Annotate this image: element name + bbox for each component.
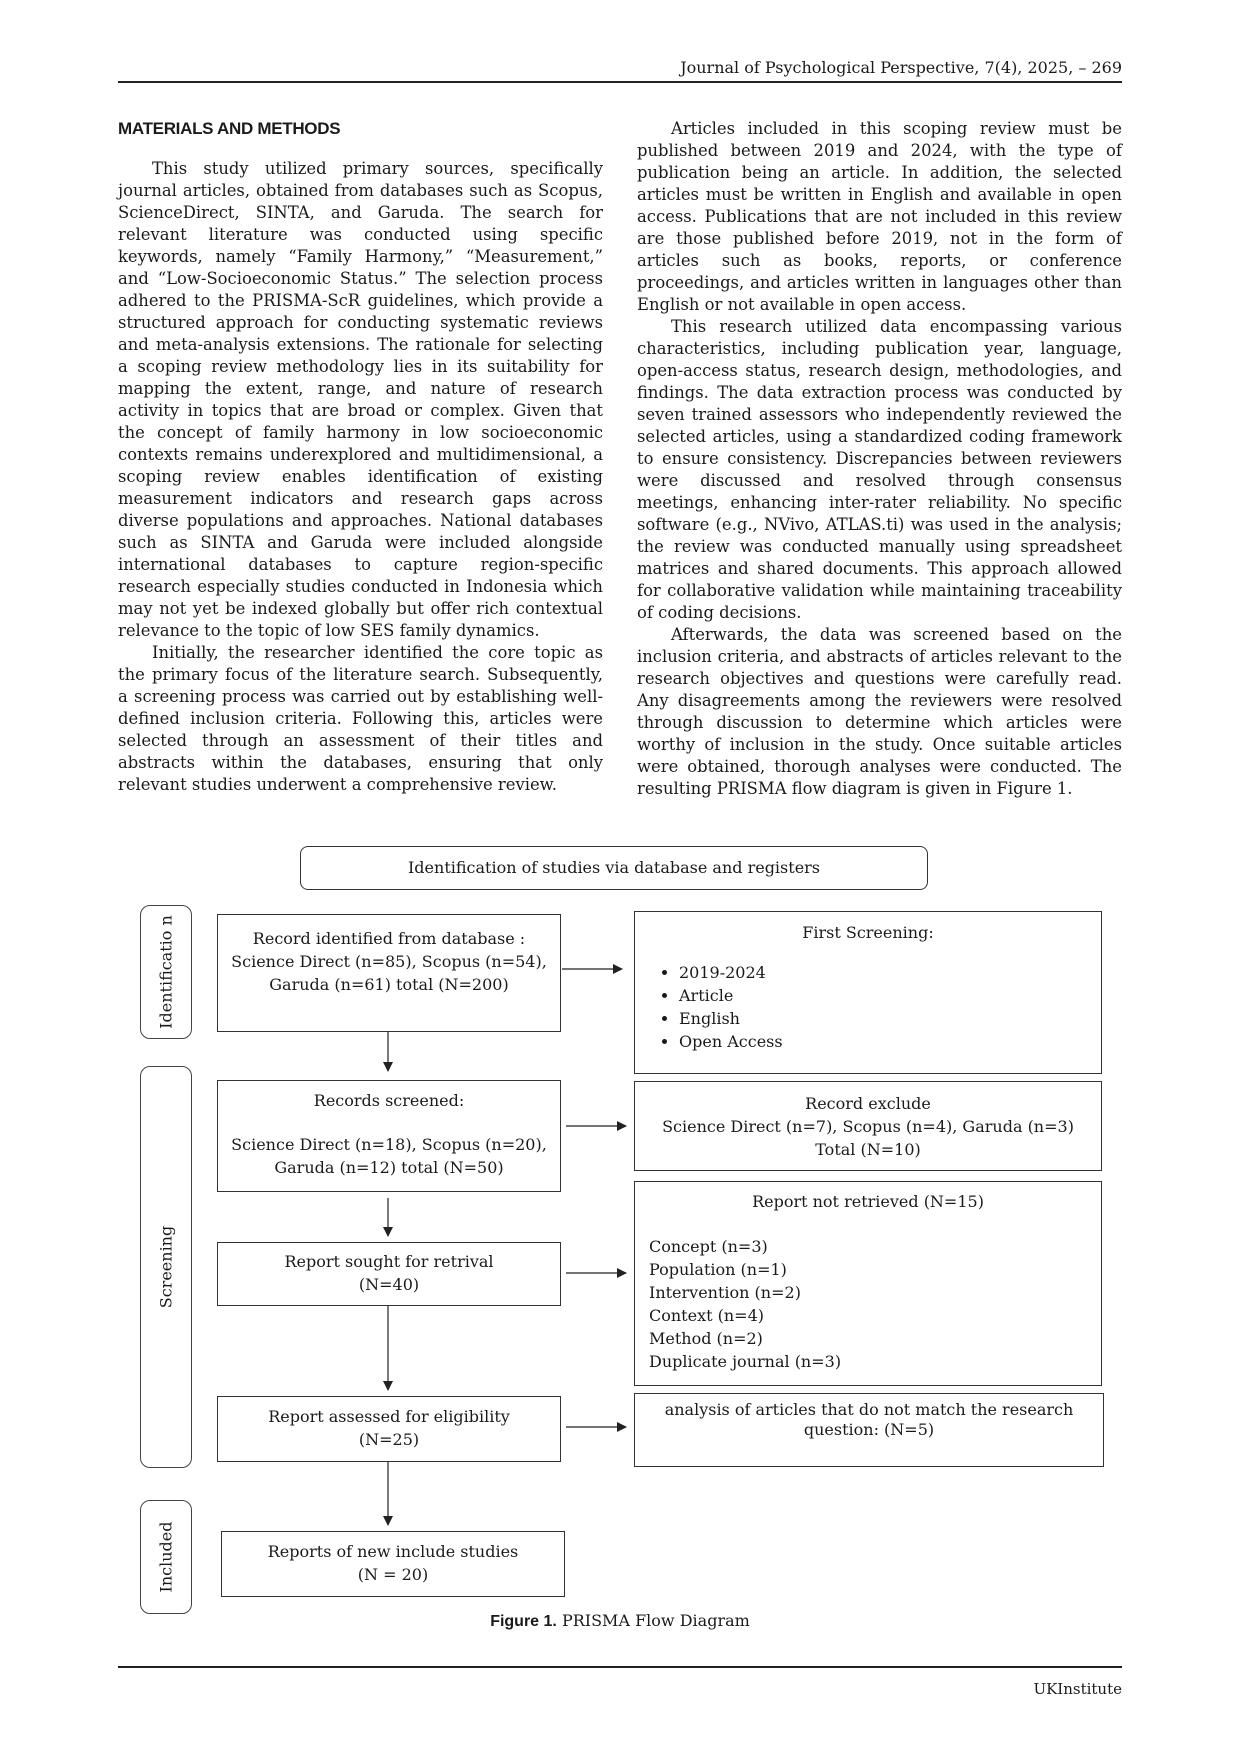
box-records-screened	[217, 1080, 561, 1192]
paragraph: Afterwards, the data was screened based on the inclusion criteria, and abstracts of articles relevant to the research objectives and questions were carefully read. Any disagreements among the reviewers were resolved through discussion to determine which articles were worthy of inclusion in the study. Once suitable articles were obtained, thorough analyses were conducted. The resulting PRISMA flow diagram is given in Figure 1.	[637, 625, 1122, 798]
screened-title: Records screened:	[313, 1091, 465, 1110]
sought-line-2: (N=40)	[358, 1275, 420, 1294]
assessed-line-1: Report assessed for eligibility	[268, 1407, 510, 1426]
footer-rule	[118, 1666, 1122, 1668]
header-rule	[118, 81, 1122, 83]
section-heading: MATERIALS AND METHODS	[118, 119, 341, 138]
included-line-2: (N = 20)	[357, 1565, 429, 1584]
box-first-screening	[634, 911, 1102, 1074]
box-reports-sought	[217, 1242, 561, 1306]
left-column	[118, 118, 603, 796]
not-retrieved-item: Concept (n=3)	[649, 1237, 768, 1256]
figure-caption	[0, 1611, 1240, 1631]
criteria-item: • Article	[679, 984, 1101, 1007]
running-head: Journal of Psychological Perspective, 7(4), 2025, – 269	[680, 58, 1122, 77]
criteria-item: • Open Access	[679, 1030, 1101, 1053]
excluded-line-1: Science Direct (n=7), Scopus (n=4), Garuda (n=3)	[662, 1117, 1074, 1136]
diagram-title: Identification of studies via database and registers	[407, 858, 821, 877]
not-retrieved-item: Context (n=4)	[649, 1306, 764, 1325]
phase-screening	[140, 1066, 192, 1468]
right-column	[637, 118, 1122, 800]
paragraph: Articles included in this scoping review must be published between 2019 and 2024, with the type of publication being an article. In addition, the selected articles must be written in English and available in open access. Publications that are not included in this review are those published before 2019, not in the form of articles such as books, reports, or conference proceedings, and articles written in languages other than English or not available in open access.	[637, 119, 1122, 314]
phase-identification	[140, 905, 192, 1039]
not-retrieved-item: Intervention (n=2)	[649, 1283, 801, 1302]
identified-line-1: Record identified from database :	[252, 929, 526, 948]
mismatch-line-1: analysis of articles that do not match the research	[664, 1400, 1074, 1419]
box-reports-not-retrieved	[634, 1181, 1102, 1386]
sought-line-1: Report sought for retrival	[284, 1252, 494, 1271]
phase-screening-label: Screening	[156, 1225, 176, 1309]
paragraph: This research utilized data encompassing various characteristics, including publication year, language, open-access status, research design, methodologies, and findings. The data extraction process was conducted by seven trained assessors who independently reviewed the selected articles, using a standardized coding framework to ensure consistency. Discrepancies between reviewers were discussed and resolved through consensus meetings, enhancing inter-rater reliability. No specific software (e.g., NVivo, ATLAS.ti) was used in the analysis; the review was conducted manually using spreadsheet matrices and shared documents. This approach allowed for collaborative validation while maintaining traceability of coding decisions.	[637, 317, 1122, 622]
criteria-item: • 2019-2024	[679, 961, 1101, 984]
not-retrieved-title: Report not retrieved (N=15)	[752, 1192, 984, 1211]
criteria-item: • English	[679, 1007, 1101, 1030]
figure-caption-text: PRISMA Flow Diagram	[556, 1611, 750, 1630]
not-retrieved-item: Method (n=2)	[649, 1329, 763, 1348]
identified-line-2: Science Direct (n=85), Scopus (n=54),	[231, 952, 547, 971]
mismatch-line-2: question: (N=5)	[803, 1420, 935, 1439]
diagram-title-box	[300, 846, 928, 890]
paragraph: This study utilized primary sources, specifically journal articles, obtained from databases such as Scopus, ScienceDirect, SINTA, and Garuda. The search for relevant literature was conducted using specific keywords, namely “Family Harmony,” “Measurement,” and “Low-Socioeconomic Status.” The selection process adhered to the PRISMA-ScR guidelines, which provide a structured approach for conducting systematic reviews and meta-analysis extensions. The rationale for selecting a scoping review methodology lies in its suitability for mapping the extent, range, and nature of research activity in topics that are broad or complex. Given that the concept of family harmony in low socioeconomic contexts remains underexplored and multidimensional, a scoping review enables identification of existing measurement indicators and research gaps across diverse populations and approaches. National databases such as SINTA and Garuda were included alongside international databases to capture region-specific research especially studies conducted in Indonesia which may not yet be indexed globally but offer rich contextual relevance to the topic of low SES family dynamics.	[118, 159, 603, 640]
not-retrieved-item: Duplicate journal (n=3)	[649, 1352, 842, 1371]
box-reports-assessed	[217, 1396, 561, 1462]
assessed-line-2: (N=25)	[358, 1430, 420, 1449]
figure-label: Figure 1.	[490, 1613, 557, 1630]
phase-identification-label: Identificatio n	[156, 915, 176, 1029]
screened-line-2: Garuda (n=12) total (N=50)	[274, 1158, 504, 1177]
excluded-title: Record exclude	[805, 1094, 931, 1113]
box-records-excluded	[634, 1081, 1102, 1171]
screened-line-1: Science Direct (n=18), Scopus (n=20),	[231, 1135, 547, 1154]
identified-line-3: Garuda (n=61) total (N=200)	[269, 975, 509, 994]
phase-included	[140, 1500, 192, 1614]
footer-publisher: UKInstitute	[1033, 1680, 1122, 1698]
phase-included-label: Included	[156, 1521, 176, 1593]
excluded-line-2: Total (N=10)	[815, 1140, 921, 1159]
included-line-1: Reports of new include studies	[267, 1542, 519, 1561]
box-articles-mismatch	[634, 1393, 1104, 1467]
first-screening-list	[635, 961, 1101, 1053]
first-screening-title: First Screening:	[802, 923, 934, 942]
box-records-identified	[217, 914, 561, 1032]
box-included-studies	[221, 1531, 565, 1597]
paragraph: Initially, the researcher identified the core topic as the primary focus of the literature search. Subsequently, a screening process was carried out by establishing well-defined inclusion criteria. Following this, articles were selected through an assessment of their titles and abstracts within the databases, ensuring that only relevant studies underwent a comprehensive review.	[118, 643, 603, 794]
not-retrieved-item: Population (n=1)	[649, 1260, 787, 1279]
